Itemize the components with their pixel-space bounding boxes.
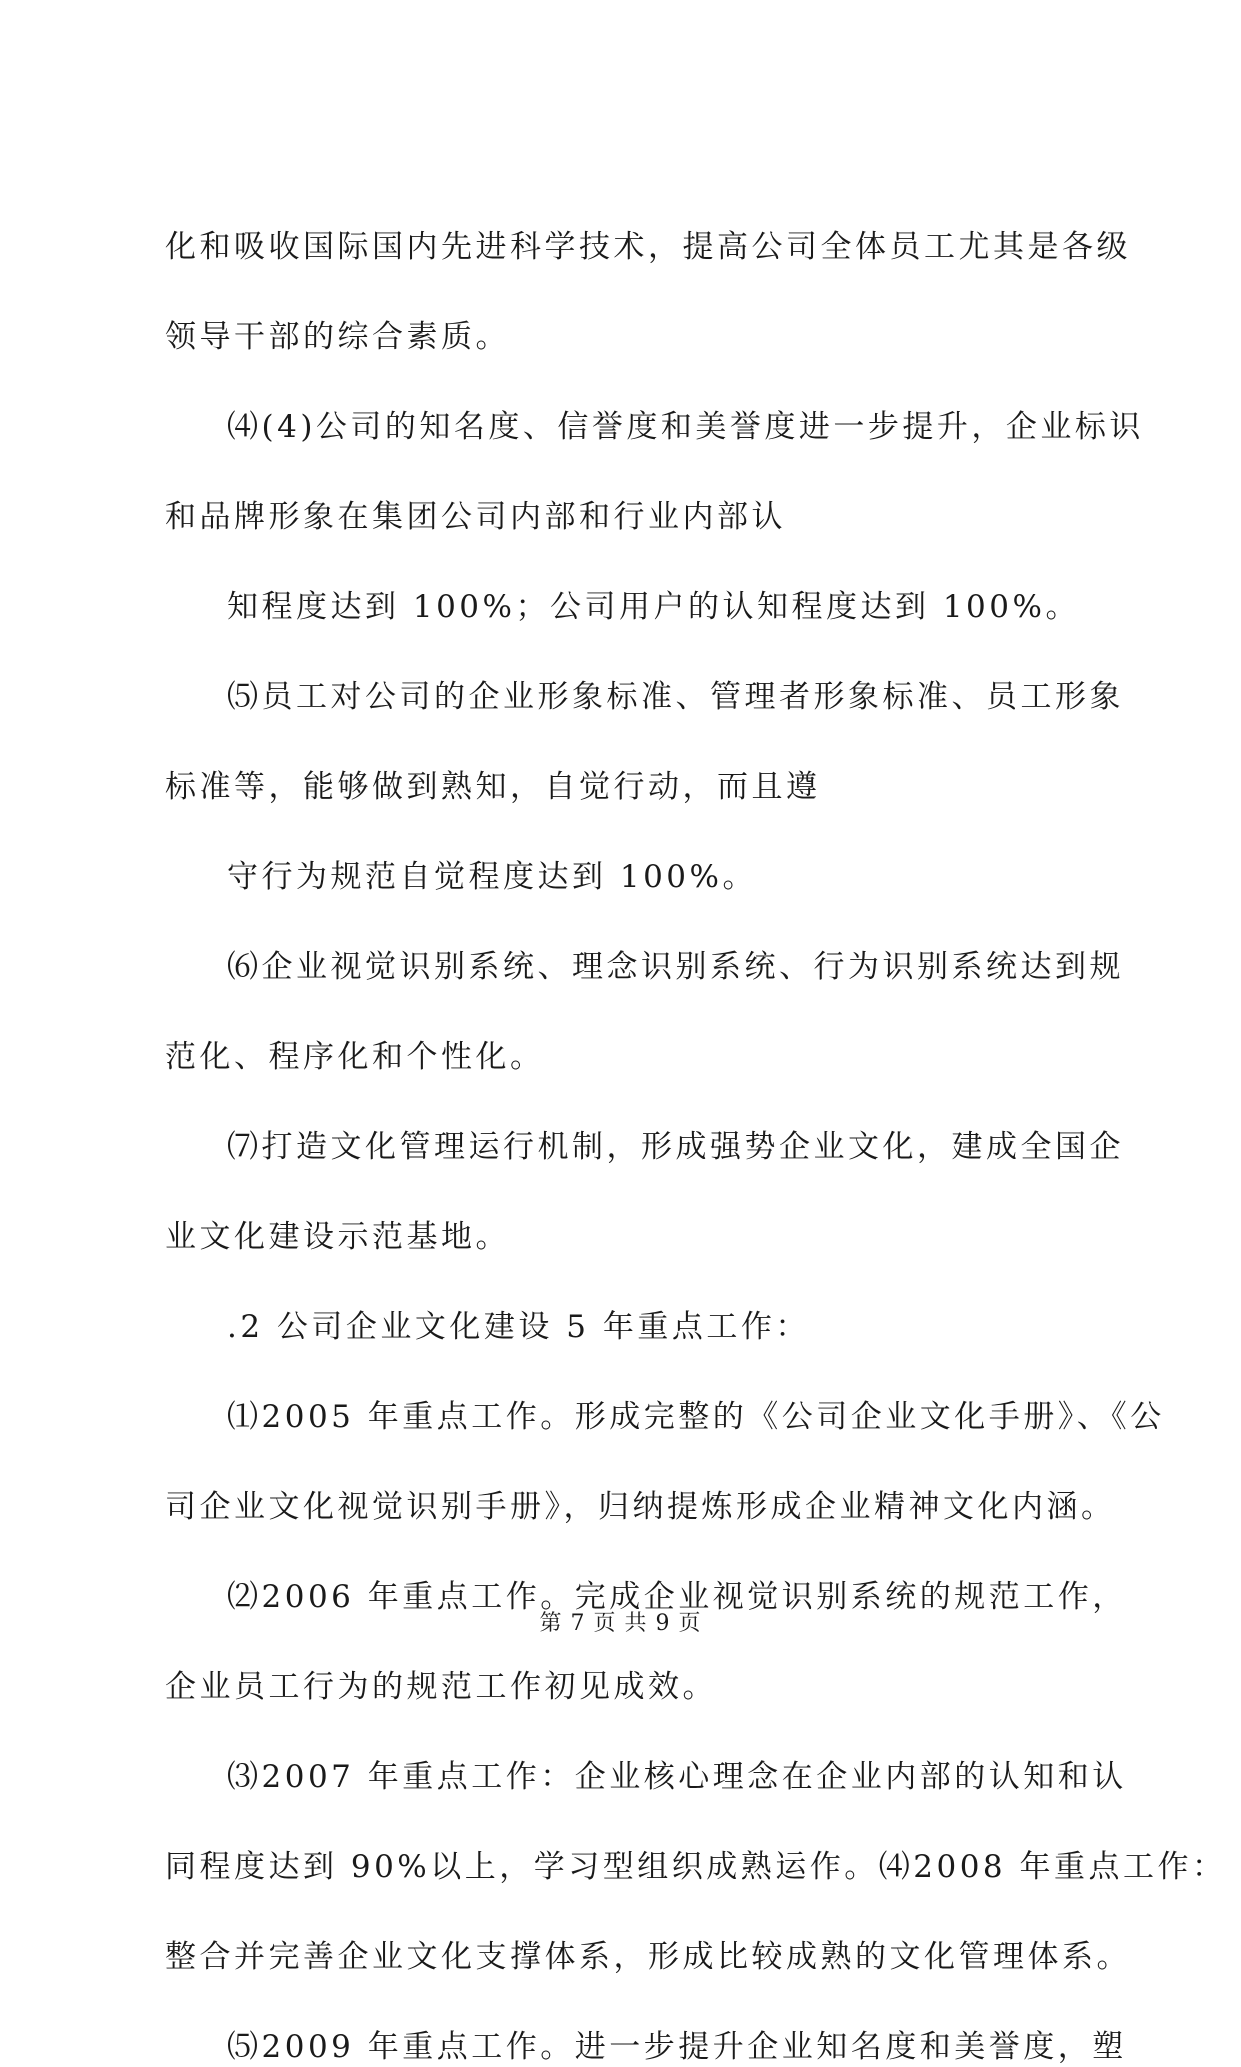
line-spacer (165, 1437, 1085, 1488)
text-line: ⑵2006 年重点工作。完成企业视觉识别系统的规范工作， (227, 1579, 1127, 1615)
paragraph (165, 858, 1085, 897)
text-line: ⑶2007 年重点工作：企业核心理念在企业内部的认知和认 (227, 1759, 1127, 1795)
line-spacer (165, 267, 1085, 318)
paragraph-spacer (165, 1527, 1085, 1578)
text-line: 整合并完善企业文化支撑体系，形成比较成熟的文化管理体系。 (165, 1939, 1131, 1975)
text-line: 业文化建设示范基地。 (165, 1219, 510, 1255)
paragraph-spacer (165, 897, 1085, 948)
line-spacer (165, 1797, 1085, 1848)
line-spacer (165, 987, 1085, 1038)
paragraph (165, 1398, 1165, 1527)
paragraph-spacer (165, 1077, 1085, 1128)
text-line: .2 公司企业文化建设 5 年重点工作： (227, 1309, 810, 1345)
text-line: 领导干部的综合素质。 (165, 319, 510, 355)
text-line: 守行为规范自觉程度达到 100%。 (227, 859, 757, 895)
paragraph (165, 408, 1144, 537)
paragraph-spacer (165, 1257, 1085, 1308)
line-spacer (165, 1887, 1085, 1938)
paragraph (165, 678, 1124, 807)
text-line: 范化、程序化和个性化。 (165, 1039, 545, 1075)
paragraph (165, 588, 1085, 627)
line-spacer (165, 447, 1085, 498)
paragraph-spacer (165, 627, 1085, 678)
paragraph (165, 1758, 1227, 1977)
paragraph-spacer (165, 807, 1085, 858)
text-line: 企业员工行为的规范工作初见成效。 (165, 1669, 717, 1705)
text-line: 同程度达到 90%以上，学习型组织成熟运作。⑷2008 年重点工作： (165, 1849, 1227, 1885)
line-spacer (165, 1167, 1085, 1218)
text-line: ⑹企业视觉识别系统、理念识别系统、行为识别系统达到规 (227, 949, 1124, 985)
paragraph (165, 1578, 1127, 1707)
paragraph-spacer (165, 1347, 1085, 1398)
paragraph (165, 948, 1124, 1077)
text-line: ⑺打造文化管理运行机制，形成强势企业文化，建成全国企 (227, 1129, 1124, 1165)
paragraph-spacer (165, 1707, 1085, 1758)
text-line: ⑸2009 年重点工作。进一步提升企业知名度和美誉度，塑 (227, 2029, 1127, 2065)
text-line: 和品牌形象在集团公司内部和行业内部认 (165, 499, 786, 535)
paragraph-spacer (165, 1977, 1085, 2028)
paragraph (165, 1128, 1124, 1257)
paragraph (165, 2028, 1127, 2067)
paragraph-spacer (165, 537, 1085, 588)
document-body (165, 228, 1227, 2067)
text-line: ⑴2005 年重点工作。形成完整的《公司企业文化手册》、《公 (227, 1399, 1165, 1435)
line-spacer (165, 717, 1085, 768)
paragraph (165, 1308, 1085, 1347)
paragraph (165, 228, 1131, 357)
text-line: 标准等，能够做到熟知，自觉行动，而且遵 (165, 769, 821, 805)
page-footer: 第 7 页 共 9 页 (539, 1611, 702, 1636)
text-line: 知程度达到 100%；公司用户的认知程度达到 100%。 (227, 589, 1080, 625)
text-line: ⑷(4)公司的知名度、信誉度和美誉度进一步提升，企业标识 (227, 409, 1144, 445)
text-line: 司企业文化视觉识别手册》，归纳提炼形成企业精神文化内涵。 (165, 1489, 1116, 1525)
paragraph-spacer (165, 357, 1085, 408)
text-line: 化和吸收国际国内先进科学技术，提高公司全体员工尤其是各级 (165, 229, 1131, 265)
text-line: ⑸员工对公司的企业形象标准、管理者形象标准、员工形象 (227, 679, 1124, 715)
